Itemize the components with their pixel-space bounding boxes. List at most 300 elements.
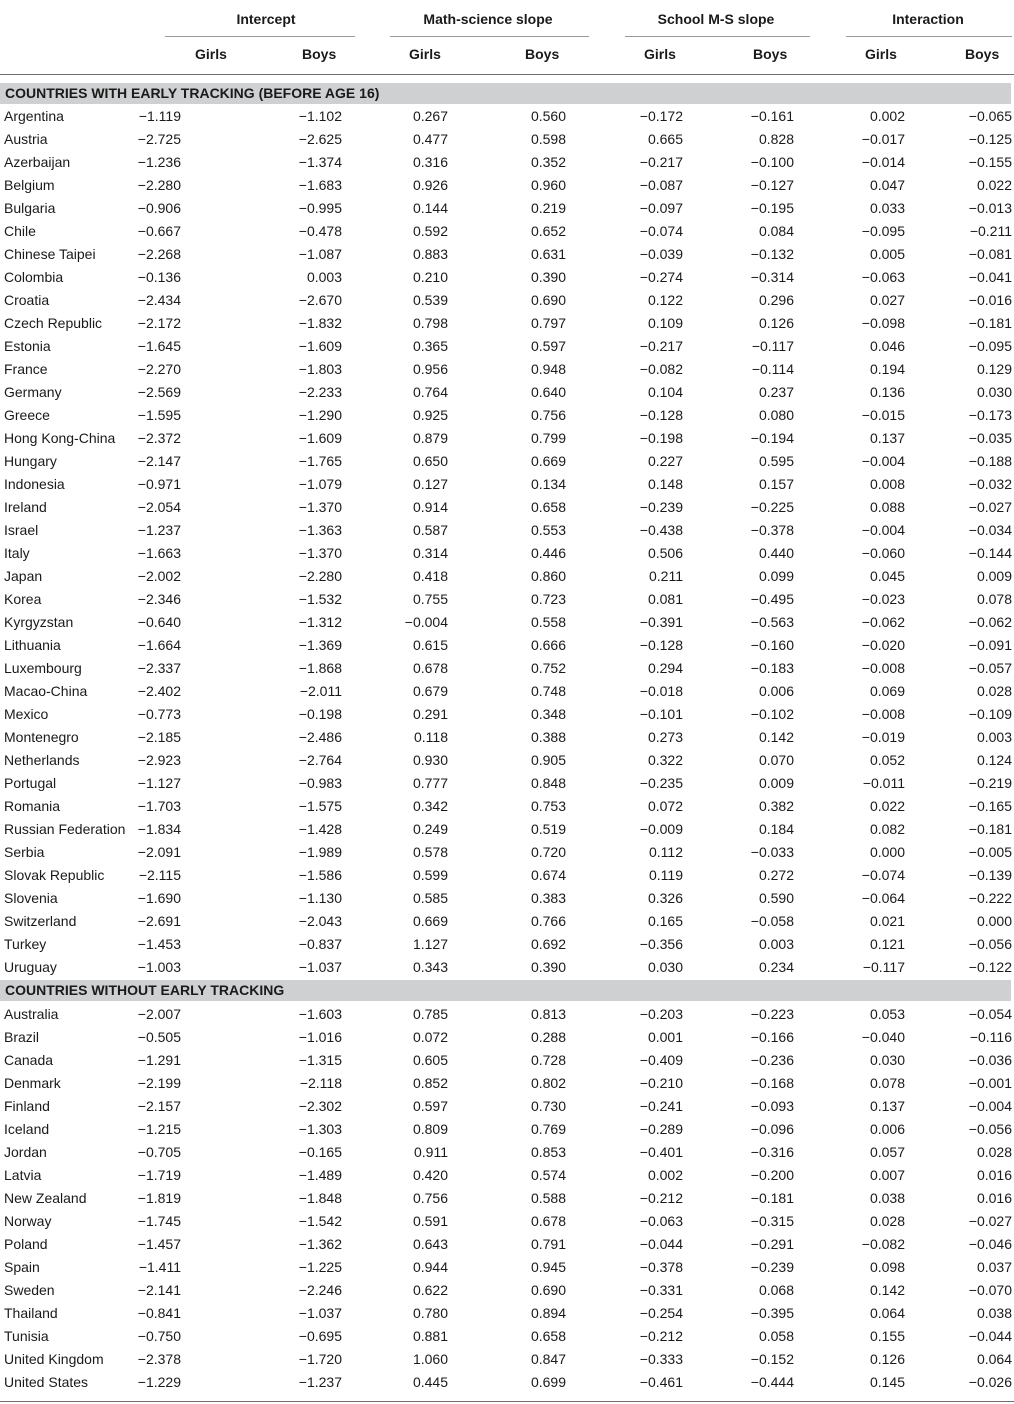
value-cell: −2.923 [137,752,181,768]
value-cell: 0.948 [530,361,566,377]
value-cell: −0.217 [639,154,683,170]
value-cell: 0.926 [412,177,448,193]
value-cell: 0.080 [758,407,794,423]
value-cell: 0.669 [412,913,448,929]
value-cell: 0.945 [530,1259,566,1275]
country-name: Latvia [4,1167,42,1183]
value-cell: 0.165 [647,913,683,929]
value-cell: −1.303 [298,1121,342,1137]
value-cell: −1.803 [298,361,342,377]
value-cell: 0.022 [869,798,905,814]
subheader-boys: Boys [525,46,560,62]
country-name: Iceland [4,1121,50,1137]
value-cell: −1.834 [137,821,181,837]
value-cell: −0.173 [968,407,1012,423]
value-cell: −0.409 [639,1052,683,1068]
value-cell: −1.832 [298,315,342,331]
value-cell: −0.505 [137,1029,181,1045]
value-cell: −0.223 [750,1006,794,1022]
bottom-rule [0,1401,1014,1402]
value-cell: −0.095 [861,223,905,239]
value-cell: 0.798 [412,315,448,331]
value-cell: −0.041 [968,269,1012,285]
table-row [0,1187,1014,1210]
value-cell: 0.631 [530,246,566,262]
value-cell: −1.819 [137,1190,181,1206]
value-cell: 0.665 [647,131,683,147]
value-cell: −0.074 [639,223,683,239]
table-row [0,1095,1014,1118]
value-cell: −2.670 [298,292,342,308]
value-cell: −0.128 [639,637,683,653]
value-cell: −1.130 [298,890,342,906]
value-cell: 0.539 [412,292,448,308]
value-cell: −0.058 [750,913,794,929]
value-cell: 0.797 [530,315,566,331]
table-row [0,749,1014,772]
subheader-girls: Girls [865,46,897,62]
country-name: Norway [4,1213,52,1229]
value-cell: 0.348 [530,706,566,722]
value-cell: 0.016 [976,1167,1012,1183]
value-cell: −0.165 [968,798,1012,814]
table-row [0,1256,1014,1279]
value-cell: 0.119 [649,867,683,883]
value-cell: −0.063 [861,269,905,285]
value-cell: 0.137 [869,1098,905,1114]
table-row [0,1118,1014,1141]
value-cell: 0.052 [869,752,905,768]
value-cell: −0.211 [969,223,1012,239]
value-cell: 0.294 [647,660,683,676]
value-cell: 0.005 [869,246,905,262]
value-cell: −0.046 [968,1236,1012,1252]
value-cell: 0.925 [412,407,448,423]
value-cell: 0.109 [647,315,683,331]
value-cell: 0.813 [530,1006,566,1022]
value-cell: 0.578 [412,844,448,860]
value-cell: 0.006 [869,1121,905,1137]
table-row [0,910,1014,933]
value-cell: 0.679 [412,683,448,699]
value-cell: −1.229 [137,1374,181,1390]
value-cell: 0.780 [412,1305,448,1321]
value-cell: −0.401 [639,1144,683,1160]
country-name: Turkey [4,936,47,952]
value-cell: 0.070 [758,752,794,768]
value-cell: 0.723 [530,591,566,607]
value-cell: 0.390 [530,959,566,975]
value-cell: 0.553 [530,522,566,538]
value-cell: 0.755 [412,591,448,607]
value-cell: −0.203 [639,1006,683,1022]
value-cell: 0.003 [758,936,794,952]
value-cell: −0.212 [639,1190,683,1206]
value-cell: 0.137 [869,430,905,446]
value-cell: −1.489 [298,1167,342,1183]
value-cell: 0.007 [869,1167,905,1183]
value-cell: −1.119 [138,108,181,124]
value-cell: −1.719 [137,1167,181,1183]
value-cell: 1.127 [412,936,448,952]
value-cell: −0.188 [968,453,1012,469]
value-cell: −1.016 [298,1029,342,1045]
value-cell: 0.956 [412,361,448,377]
country-name: Netherlands [4,752,80,768]
value-cell: 0.418 [412,568,448,584]
value-cell: 0.753 [530,798,566,814]
value-cell: −0.837 [298,936,342,952]
value-cell: 0.211 [649,568,683,584]
value-cell: −0.095 [968,338,1012,354]
subheader-boys: Boys [302,46,337,62]
value-cell: −2.233 [298,384,342,400]
value-cell: −2.246 [298,1282,342,1298]
value-cell: 0.860 [530,568,566,584]
country-name: Azerbaijan [4,154,71,170]
value-cell: 0.084 [758,223,794,239]
table-row [0,289,1014,312]
value-cell: 0.440 [758,545,794,561]
value-cell: −1.542 [298,1213,342,1229]
value-cell: 0.028 [869,1213,905,1229]
value-cell: −2.270 [137,361,181,377]
value-cell: −2.185 [137,729,181,745]
value-cell: −0.773 [137,706,181,722]
value-cell: −1.575 [298,798,342,814]
value-cell: 0.227 [647,453,683,469]
value-cell: −0.640 [137,614,181,630]
value-cell: −0.056 [968,936,1012,952]
value-cell: 0.756 [412,1190,448,1206]
value-cell: 0.911 [414,1144,448,1160]
value-cell: −0.444 [750,1374,794,1390]
country-name: Mexico [4,706,49,722]
value-cell: 0.030 [976,384,1012,400]
value-cell: −0.983 [298,775,342,791]
value-cell: 0.316 [412,154,448,170]
table-row [0,956,1014,979]
value-cell: −0.841 [137,1305,181,1321]
value-cell: 0.234 [758,959,794,975]
country-name: Brazil [4,1029,40,1045]
value-cell: −1.225 [298,1259,342,1275]
value-cell: 0.104 [647,384,683,400]
header-rule [0,74,1014,75]
table-row [0,1164,1014,1187]
value-cell: 0.028 [976,1144,1012,1160]
value-cell: −0.200 [750,1167,794,1183]
country-name: Ireland [4,499,47,515]
value-cell: −0.065 [968,108,1012,124]
value-cell: −1.595 [137,407,181,423]
country-name: Thailand [4,1305,58,1321]
country-name: New Zealand [4,1190,87,1206]
value-cell: 0.078 [976,591,1012,607]
value-cell: 0.597 [530,338,566,354]
header-underline [625,36,810,37]
value-cell: −1.215 [137,1121,181,1137]
country-name: Montenegro [4,729,79,745]
value-cell: −0.165 [298,1144,342,1160]
value-cell: −0.331 [639,1282,683,1298]
value-cell: −2.043 [298,913,342,929]
value-cell: 0.622 [412,1282,448,1298]
value-cell: 0.072 [647,798,683,814]
value-cell: 0.121 [869,936,905,952]
country-name: Korea [4,591,42,607]
value-cell: 0.122 [647,292,683,308]
value-cell: −0.114 [751,361,794,377]
country-name: Luxembourg [4,660,82,676]
value-cell: 0.064 [976,1351,1012,1367]
value-cell: 0.343 [412,959,448,975]
value-cell: −0.195 [750,200,794,216]
country-name: France [4,361,48,377]
value-cell: 0.184 [758,821,794,837]
value-cell: 0.848 [530,775,566,791]
value-cell: −2.302 [298,1098,342,1114]
value-cell: −0.074 [861,867,905,883]
value-cell: −2.372 [137,430,181,446]
value-cell: −1.237 [137,522,181,538]
value-cell: −2.011 [299,683,342,699]
value-cell: −1.765 [298,453,342,469]
country-name: Chinese Taipei [4,246,96,262]
value-cell: −0.395 [750,1305,794,1321]
value-cell: 0.756 [530,407,566,423]
table-row [0,266,1014,289]
value-cell: 0.560 [530,108,566,124]
country-name: Uruguay [4,959,57,975]
value-cell: −1.087 [298,246,342,262]
value-cell: 0.288 [530,1029,566,1045]
value-cell: −2.002 [137,568,181,584]
value-cell: −2.346 [137,591,181,607]
value-cell: −0.166 [750,1029,794,1045]
value-cell: 0.006 [758,683,794,699]
value-cell: −0.194 [750,430,794,446]
value-cell: −0.695 [298,1328,342,1344]
table-row [0,220,1014,243]
value-cell: 0.045 [869,568,905,584]
value-cell: 0.033 [869,200,905,216]
value-cell: 0.127 [412,476,448,492]
value-cell: 0.027 [869,292,905,308]
value-cell: −2.268 [137,246,181,262]
value-cell: −0.333 [639,1351,683,1367]
value-cell: −0.062 [968,614,1012,630]
value-cell: −0.032 [968,476,1012,492]
country-name: Serbia [4,844,45,860]
value-cell: −0.096 [750,1121,794,1137]
country-name: Denmark [4,1075,61,1091]
value-cell: 0.652 [530,223,566,239]
value-cell: −0.023 [861,591,905,607]
value-cell: 0.699 [530,1374,566,1390]
subheader-girls: Girls [644,46,676,62]
table-row [0,381,1014,404]
table-row [0,404,1014,427]
value-cell: −1.315 [298,1052,342,1068]
value-cell: −0.906 [137,200,181,216]
value-cell: 0.678 [412,660,448,676]
value-cell: −1.645 [137,338,181,354]
value-cell: −1.745 [137,1213,181,1229]
value-cell: −1.532 [298,591,342,607]
value-cell: 0.640 [530,384,566,400]
table-row [0,588,1014,611]
header-interaction: Interaction [892,11,964,27]
country-name: United Kingdom [4,1351,104,1367]
value-cell: 0.879 [412,430,448,446]
value-cell: −0.009 [639,821,683,837]
value-cell: 0.678 [530,1213,566,1229]
table-row [0,473,1014,496]
header-underline [390,36,589,37]
header-underline [846,36,1012,37]
value-cell: 0.001 [647,1029,683,1045]
table-row [0,1279,1014,1302]
country-name: Germany [4,384,62,400]
value-cell: 0.053 [869,1006,905,1022]
value-cell: −2.764 [298,752,342,768]
value-cell: −2.434 [137,292,181,308]
value-cell: 0.047 [869,177,905,193]
value-cell: 0.064 [869,1305,905,1321]
country-name: Indonesia [4,476,65,492]
value-cell: −0.098 [861,315,905,331]
value-cell: −1.703 [137,798,181,814]
country-name: Estonia [4,338,51,354]
country-name: Japan [4,568,43,584]
value-cell: −0.004 [861,522,905,538]
table-row [0,611,1014,634]
value-cell: −1.411 [138,1259,181,1275]
country-name: Slovak Republic [4,867,105,883]
value-cell: 0.506 [647,545,683,561]
header-school-ms-slope: School M-S slope [657,11,775,27]
value-cell: −0.044 [968,1328,1012,1344]
value-cell: −0.040 [861,1029,905,1045]
value-cell: −0.005 [968,844,1012,860]
value-cell: 0.643 [412,1236,448,1252]
value-cell: −1.079 [298,476,342,492]
value-cell: −0.995 [298,200,342,216]
value-cell: 0.674 [530,867,566,883]
value-cell: 0.126 [758,315,794,331]
value-cell: −0.181 [968,315,1012,331]
value-cell: −2.569 [137,384,181,400]
value-cell: 0.000 [976,913,1012,929]
subheader-boys: Boys [753,46,788,62]
value-cell: −0.117 [862,959,905,975]
value-cell: 0.142 [869,1282,905,1298]
value-cell: −0.316 [750,1144,794,1160]
value-cell: 0.574 [530,1167,566,1183]
value-cell: 0.099 [758,568,794,584]
value-cell: 0.194 [869,361,905,377]
value-cell: 0.126 [869,1351,905,1367]
value-cell: −0.035 [968,430,1012,446]
value-cell: 0.881 [412,1328,448,1344]
value-cell: −0.004 [968,1098,1012,1114]
value-cell: −0.034 [968,522,1012,538]
value-cell: −0.239 [750,1259,794,1275]
value-cell: 0.519 [530,821,566,837]
value-cell: 0.267 [412,108,448,124]
value-cell: 0.088 [869,499,905,515]
value-cell: 0.592 [412,223,448,239]
value-cell: 0.785 [412,1006,448,1022]
value-cell: −2.280 [298,568,342,584]
value-cell: −0.056 [968,1121,1012,1137]
value-cell: 0.748 [530,683,566,699]
country-name: Argentina [4,108,64,124]
value-cell: 0.124 [976,752,1012,768]
value-cell: 0.134 [530,476,566,492]
value-cell: −0.027 [968,499,1012,515]
value-cell: 0.752 [530,660,566,676]
value-cell: −0.132 [750,246,794,262]
value-cell: 0.069 [869,683,905,699]
value-cell: 0.853 [530,1144,566,1160]
value-cell: 0.003 [306,269,342,285]
value-cell: 0.365 [412,338,448,354]
country-name: Hungary [4,453,57,469]
value-cell: 0.030 [869,1052,905,1068]
value-cell: 0.720 [530,844,566,860]
value-cell: −0.070 [968,1282,1012,1298]
value-cell: −1.236 [137,154,181,170]
value-cell: −0.172 [639,108,683,124]
value-cell: −0.198 [298,706,342,722]
value-cell: −0.198 [639,430,683,446]
table-row [0,657,1014,680]
value-cell: −0.122 [968,959,1012,975]
value-cell: −0.160 [750,637,794,653]
value-cell: −1.003 [137,959,181,975]
value-cell: −2.625 [298,131,342,147]
value-cell: −0.008 [861,706,905,722]
value-cell: −0.438 [639,522,683,538]
value-cell: 0.944 [412,1259,448,1275]
value-cell: −0.183 [750,660,794,676]
value-cell: 0.030 [647,959,683,975]
value-cell: 0.022 [976,177,1012,193]
value-cell: 0.342 [412,798,448,814]
value-cell: 0.038 [976,1305,1012,1321]
table-row [0,1325,1014,1348]
value-cell: 0.390 [530,269,566,285]
country-name: Croatia [4,292,50,308]
table-row [0,427,1014,450]
value-cell: 0.960 [530,177,566,193]
value-cell: 0.894 [530,1305,566,1321]
value-cell: −0.667 [137,223,181,239]
value-cell: 0.666 [530,637,566,653]
value-cell: 0.446 [530,545,566,561]
value-cell: 0.016 [976,1190,1012,1206]
table-row [0,151,1014,174]
value-cell: −0.117 [751,338,794,354]
subheader-girls: Girls [409,46,441,62]
table-row [0,197,1014,220]
country-name: Slovenia [4,890,58,906]
value-cell: −2.115 [138,867,181,883]
value-cell: −0.378 [639,1259,683,1275]
table-row [0,1371,1014,1394]
